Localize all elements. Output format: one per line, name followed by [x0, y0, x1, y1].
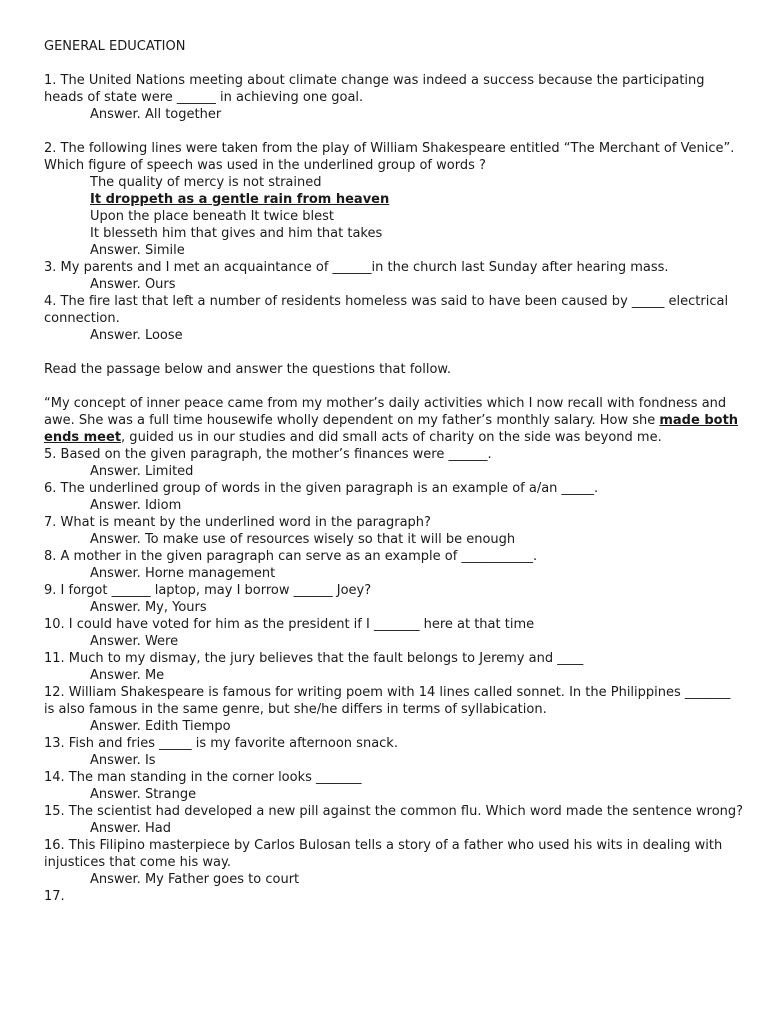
answer-16: Answer. My Father goes to court [90, 872, 300, 887]
question-17: 17. [44, 889, 65, 904]
spacer [44, 123, 744, 140]
passage-text-before: “My concept of inner peace came from my mother’s daily activities which I now recall with fondness and awe. She was a full time housewife wholly dependent on my father’s monthly salary. How she [44, 396, 727, 428]
spacer [44, 55, 744, 72]
question-list [44, 446, 744, 888]
answer-4: Answer. Loose [90, 328, 183, 343]
poem-line-4: It blesseth him that gives and him that takes [90, 226, 383, 241]
passage-intro: Read the passage below and answer the questions that follow. [44, 362, 451, 377]
document-page [44, 38, 744, 905]
answer-6: Answer. Idiom [90, 498, 182, 513]
poem-line-3: Upon the place beneath It twice blest [90, 209, 335, 224]
question-14: 14. The man standing in the corner looks _______ [44, 770, 362, 785]
question-12: 12. William Shakespeare is famous for writing poem with 14 lines called sonnet. In the Philippines _______ is also famous in the same genre, but she/he differs in terms of syllabication. [44, 685, 731, 717]
answer-15: Answer. Had [90, 821, 171, 836]
answer-10: Answer. Were [90, 634, 179, 649]
spacer [44, 378, 744, 395]
question-13: 13. Fish and fries _____ is my favorite afternoon snack. [44, 736, 398, 751]
answer-13: Answer. Is [90, 753, 156, 768]
answer-7: Answer. To make use of resources wisely so that it will be enough [90, 532, 516, 547]
passage-underlined-idiom: made both ends meet [44, 413, 739, 445]
answer-5: Answer. Limited [90, 464, 194, 479]
passage [44, 395, 744, 446]
question-10: 10. I could have voted for him as the president if I _______ here at that time [44, 617, 535, 632]
question-1: 1. The United Nations meeting about climate change was indeed a success because the participating heads of state were ______ in achieving one goal. [44, 73, 705, 105]
poem-line-1: The quality of mercy is not strained [90, 175, 322, 190]
question-15: 15. The scientist had developed a new pill against the common flu. Which word made the sentence wrong? [44, 804, 744, 819]
poem-line-2-underlined: It droppeth as a gentle rain from heaven [90, 192, 390, 207]
question-4: 4. The fire last that left a number of residents homeless was said to have been caused by _____ electrical connection. [44, 294, 729, 326]
answer-9: Answer. My, Yours [90, 600, 207, 615]
answer-12: Answer. Edith Tiempo [90, 719, 231, 734]
question-11: 11. Much to my dismay, the jury believes that the fault belongs to Jeremy and ____ [44, 651, 584, 666]
answer-14: Answer. Strange [90, 787, 197, 802]
answer-3: Answer. Ours [90, 277, 176, 292]
question-8: 8. A mother in the given paragraph can serve as an example of ___________. [44, 549, 538, 564]
question-5: 5. Based on the given paragraph, the mother’s finances were ______. [44, 447, 492, 462]
passage-text-after: , guided us in our studies and did small acts of charity on the side was beyond me. [121, 430, 662, 445]
question-16: 16. This Filipino masterpiece by Carlos Bulosan tells a story of a father who used his wits in dealing with injustices that come his way. [44, 838, 723, 870]
question-3: 3. My parents and I met an acquaintance of ______in the church last Sunday after hearing mass. [44, 260, 669, 275]
answer-1: Answer. All together [90, 107, 222, 122]
document-title: GENERAL EDUCATION [44, 39, 186, 54]
question-2: 2. The following lines were taken from the play of William Shakespeare entitled “The Merchant of Venice”. Which figure of speech was used in the underlined group of words ? [44, 141, 735, 173]
answer-11: Answer. Me [90, 668, 165, 683]
question-7: 7. What is meant by the underlined word in the paragraph? [44, 515, 431, 530]
answer-2: Answer. Simile [90, 243, 185, 258]
question-9: 9. I forgot ______ laptop, may I borrow ______ Joey? [44, 583, 372, 598]
spacer [44, 344, 744, 361]
question-6: 6. The underlined group of words in the given paragraph is an example of a/an _____. [44, 481, 599, 496]
answer-8: Answer. Horne management [90, 566, 276, 581]
